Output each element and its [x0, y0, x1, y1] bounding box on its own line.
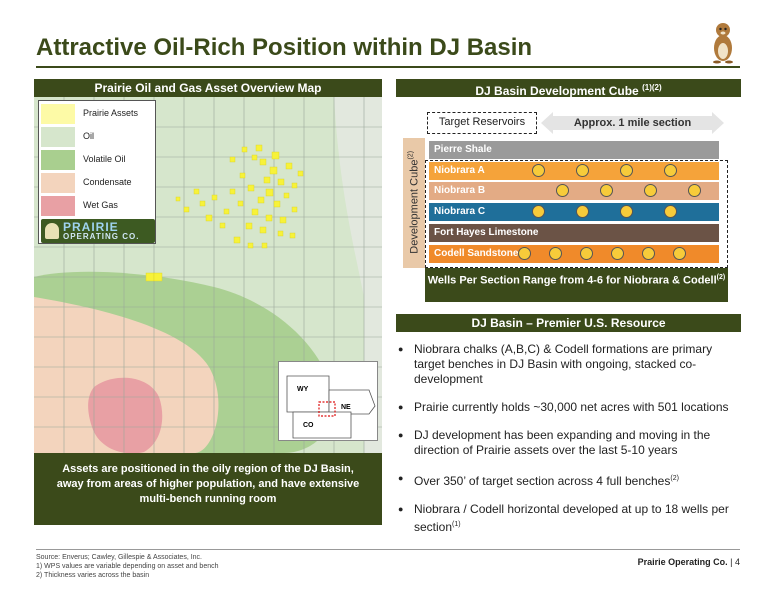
- bullet-item: [398, 428, 738, 458]
- prairie-operating-logo: [41, 219, 155, 243]
- footer-separator: |: [730, 557, 733, 567]
- bullet-text: Niobrara / Codell horizontal developed at up to 18 wells per section: [414, 502, 729, 534]
- legend-label: Wet Gas: [83, 200, 118, 210]
- bullet-text: Niobrara chalks (A,B,C) & Codell formations are primary target benches in DJ Basin with ongoing, stacked co-development: [414, 342, 713, 386]
- state-locator-inset: [278, 361, 378, 441]
- reservoir-layer-label: Niobrara B: [434, 185, 486, 196]
- legend-item-wet-gas: [41, 196, 153, 218]
- bullet-item: [398, 471, 738, 489]
- bullet-item: [398, 400, 738, 415]
- prairie-dog-mascot-icon: [706, 18, 740, 64]
- title-divider: [36, 66, 740, 68]
- map-legend: [38, 100, 156, 244]
- source-note: Source: Enverus; Cawley, Gillespie & Associates, Inc.: [36, 554, 202, 561]
- legend-item-oil: [41, 127, 153, 149]
- page-footer: [638, 557, 740, 567]
- asset-overview-map: [34, 97, 382, 525]
- inset-label-ne: NE: [341, 404, 351, 411]
- reservoir-layer-label: Pierre Shale: [434, 144, 492, 155]
- legend-swatch: [41, 104, 75, 124]
- reservoir-layer-label: Niobrara A: [434, 165, 485, 176]
- wps-note: (2): [716, 274, 726, 281]
- legend-item-condensate: [41, 173, 153, 195]
- legend-label: Volatile Oil: [83, 154, 126, 164]
- development-cube-side-label: [408, 143, 421, 261]
- legend-swatch: [41, 173, 75, 193]
- map-header: Prairie Oil and Gas Asset Overview Map: [34, 79, 382, 97]
- section-width-label: Approx. 1 mile section: [573, 117, 692, 129]
- logo-mascot-icon: [45, 223, 59, 239]
- legend-label: Oil: [83, 131, 94, 141]
- resource-bullets: [398, 342, 738, 548]
- map-caption: Assets are positioned in the oily region of the DJ Basin, away from areas of higher population, and have extensive multi-bench running room: [34, 453, 382, 525]
- bullet-text: DJ development has been expanding and moving in the direction of Prairie assets over the last 5-10 years: [414, 428, 711, 457]
- wells-per-section-banner: [425, 268, 728, 302]
- reservoir-layer-label: Codell Sandstone: [434, 248, 519, 259]
- resource-header: DJ Basin – Premier U.S. Resource: [396, 314, 741, 332]
- legend-swatch: [41, 127, 75, 147]
- bullet-item: [398, 342, 738, 387]
- legend-label: Condensate: [83, 177, 132, 187]
- legend-label: Prairie Assets: [83, 108, 139, 118]
- inset-label-co: CO: [303, 422, 314, 429]
- target-reservoirs-label: Target Reservoirs: [427, 112, 537, 134]
- page-number: 4: [734, 557, 740, 567]
- target-zone-outline: [425, 160, 728, 268]
- footnote-2: 2) Thickness varies across the basin: [36, 572, 150, 579]
- footnotes: [36, 553, 219, 580]
- page-title: Attractive Oil-Rich Position within DJ Basin: [36, 34, 533, 61]
- state-outline-icon: [279, 362, 379, 442]
- cube-header-note: (1)(2): [642, 83, 662, 92]
- footer-divider: [36, 549, 740, 550]
- company-name: Prairie Operating Co.: [637, 557, 728, 567]
- bullet-note: (2): [670, 475, 679, 482]
- logo-line1: PRAIRIE: [63, 220, 119, 234]
- wps-text: Wells Per Section Range from 4-6 for Niobrara & Codell: [427, 274, 717, 287]
- reservoir-layer: [429, 141, 719, 159]
- dev-side-note: (2): [407, 150, 415, 160]
- legend-item-prairie-assets: [41, 104, 153, 126]
- legend-swatch: [41, 196, 75, 216]
- logo-line2: OPERATING CO.: [63, 232, 140, 241]
- bullet-note: (1): [452, 521, 461, 528]
- footnote-1: 1) WPS values are variable depending on asset and bench: [36, 563, 219, 570]
- cube-header: [396, 79, 741, 97]
- legend-swatch: [41, 150, 75, 170]
- reservoir-layer-label: Niobrara C: [434, 206, 486, 217]
- cube-header-text: DJ Basin Development Cube: [475, 84, 639, 98]
- legend-item-volatile-oil: [41, 150, 153, 172]
- reservoir-layer-label: Fort Hayes Limestone: [434, 227, 539, 238]
- inset-label-wy: WY: [297, 386, 309, 393]
- bullet-text: Prairie currently holds ~30,000 net acres with 501 locations: [414, 400, 729, 414]
- bullet-text: Over 350’ of target section across 4 full benches: [414, 474, 671, 488]
- dev-side-text: Development Cube: [408, 159, 421, 254]
- bullet-item: [398, 502, 738, 535]
